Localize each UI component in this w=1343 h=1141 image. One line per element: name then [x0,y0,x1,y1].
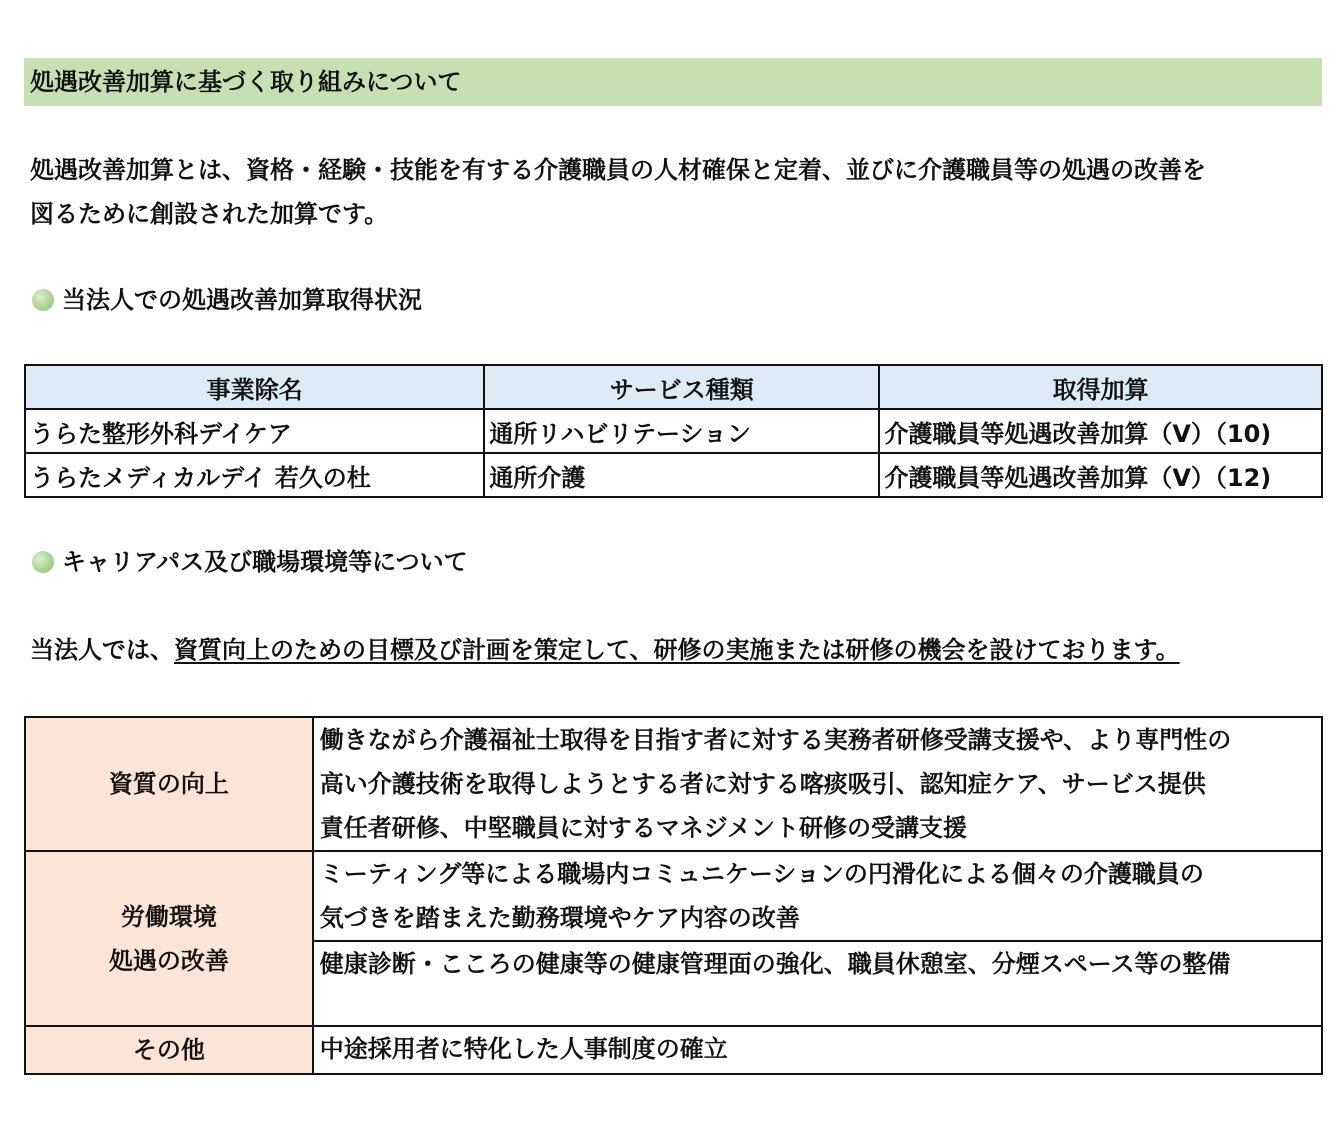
description-cell-quality [313,717,1322,851]
section-heading-text: 当法人での処遇改善加算取得状況 [62,286,422,314]
description-line: 中途採用者に特化した人事制度の確立 [319,1035,728,1063]
category-cell-environment [25,851,313,1026]
description-line: 健康診断・こころの健康等の健康管理面の強化、職員休憩室、分煙スペース等の整備 [319,950,1231,978]
table-cell: 介護職員等処遇改善加算（V）（12) [879,453,1322,497]
description-line: ミーティング等による職場内コミュニケーションの円滑化による個々の介護職員の [319,860,1204,888]
policy-prefix: 当法人では、 [30,636,174,664]
description-line: 責任者研修、中堅職員に対するマネジメント研修の受講支援 [319,814,967,842]
table-cell: 通所介護 [484,453,879,497]
category-label-line: 労働環境 [120,902,217,931]
table-row [25,409,1322,453]
description-cell-communication [313,851,1322,941]
green-circle-bullet-icon [32,551,54,573]
career-path-table [24,716,1323,1075]
category-cell-quality: 資質の向上 [25,717,313,851]
policy-statement [30,632,1180,668]
description-cell-health [313,941,1322,1026]
column-header-addition: 取得加算 [879,365,1322,409]
table-cell: うらた整形外科デイケア [25,409,484,453]
category-label-line: 処遇の改善 [108,946,229,975]
acquisition-status-table [24,364,1323,498]
description-line: 気づきを踏まえた勤務環境やケア内容の改善 [319,904,800,932]
table-cell: 通所リハビリテーション [484,409,879,453]
green-circle-bullet-icon [32,289,54,311]
category-cell-other: その他 [25,1026,313,1074]
section-heading-acquisition [32,283,422,317]
description-cell-other [313,1026,1322,1074]
table-row-quality [25,717,1322,851]
table-cell: 介護職員等処遇改善加算（V）（10) [879,409,1322,453]
description-line: 高い介護技術を取得しようとする者に対する喀痰吸引、認知症ケア、サービス提供 [319,770,1206,798]
section-heading-text: キャリアパス及び職場環境等について [62,548,468,576]
table-cell: うらたメディカルデイ 若久の杜 [25,453,484,497]
intro-line: 処遇改善加算とは、資格・経験・技能を有する介護職員の人材確保と定着、並びに介護職員等の処遇の改善を [30,156,1206,184]
policy-underlined-text: 資質向上のための目標及び計画を策定して、研修の実施または研修の機会を設けております。 [174,636,1180,664]
table-row-other [25,1026,1322,1074]
column-header-service-type: サービス種類 [484,365,879,409]
section-heading-career-path [32,545,468,579]
intro-paragraph [30,148,1320,236]
column-header-office: 事業除名 [25,365,484,409]
table-row-environment-1 [25,851,1322,941]
table-header-row [25,365,1322,409]
table-row [25,453,1322,497]
description-line: 働きながら介護福祉士取得を目指す者に対する実務者研修受講支援や、より専門性の [319,726,1232,754]
intro-line: 図るために創設された加算です。 [30,200,389,228]
page-title: 処遇改善加算に基づく取り組みについて [24,58,1322,106]
